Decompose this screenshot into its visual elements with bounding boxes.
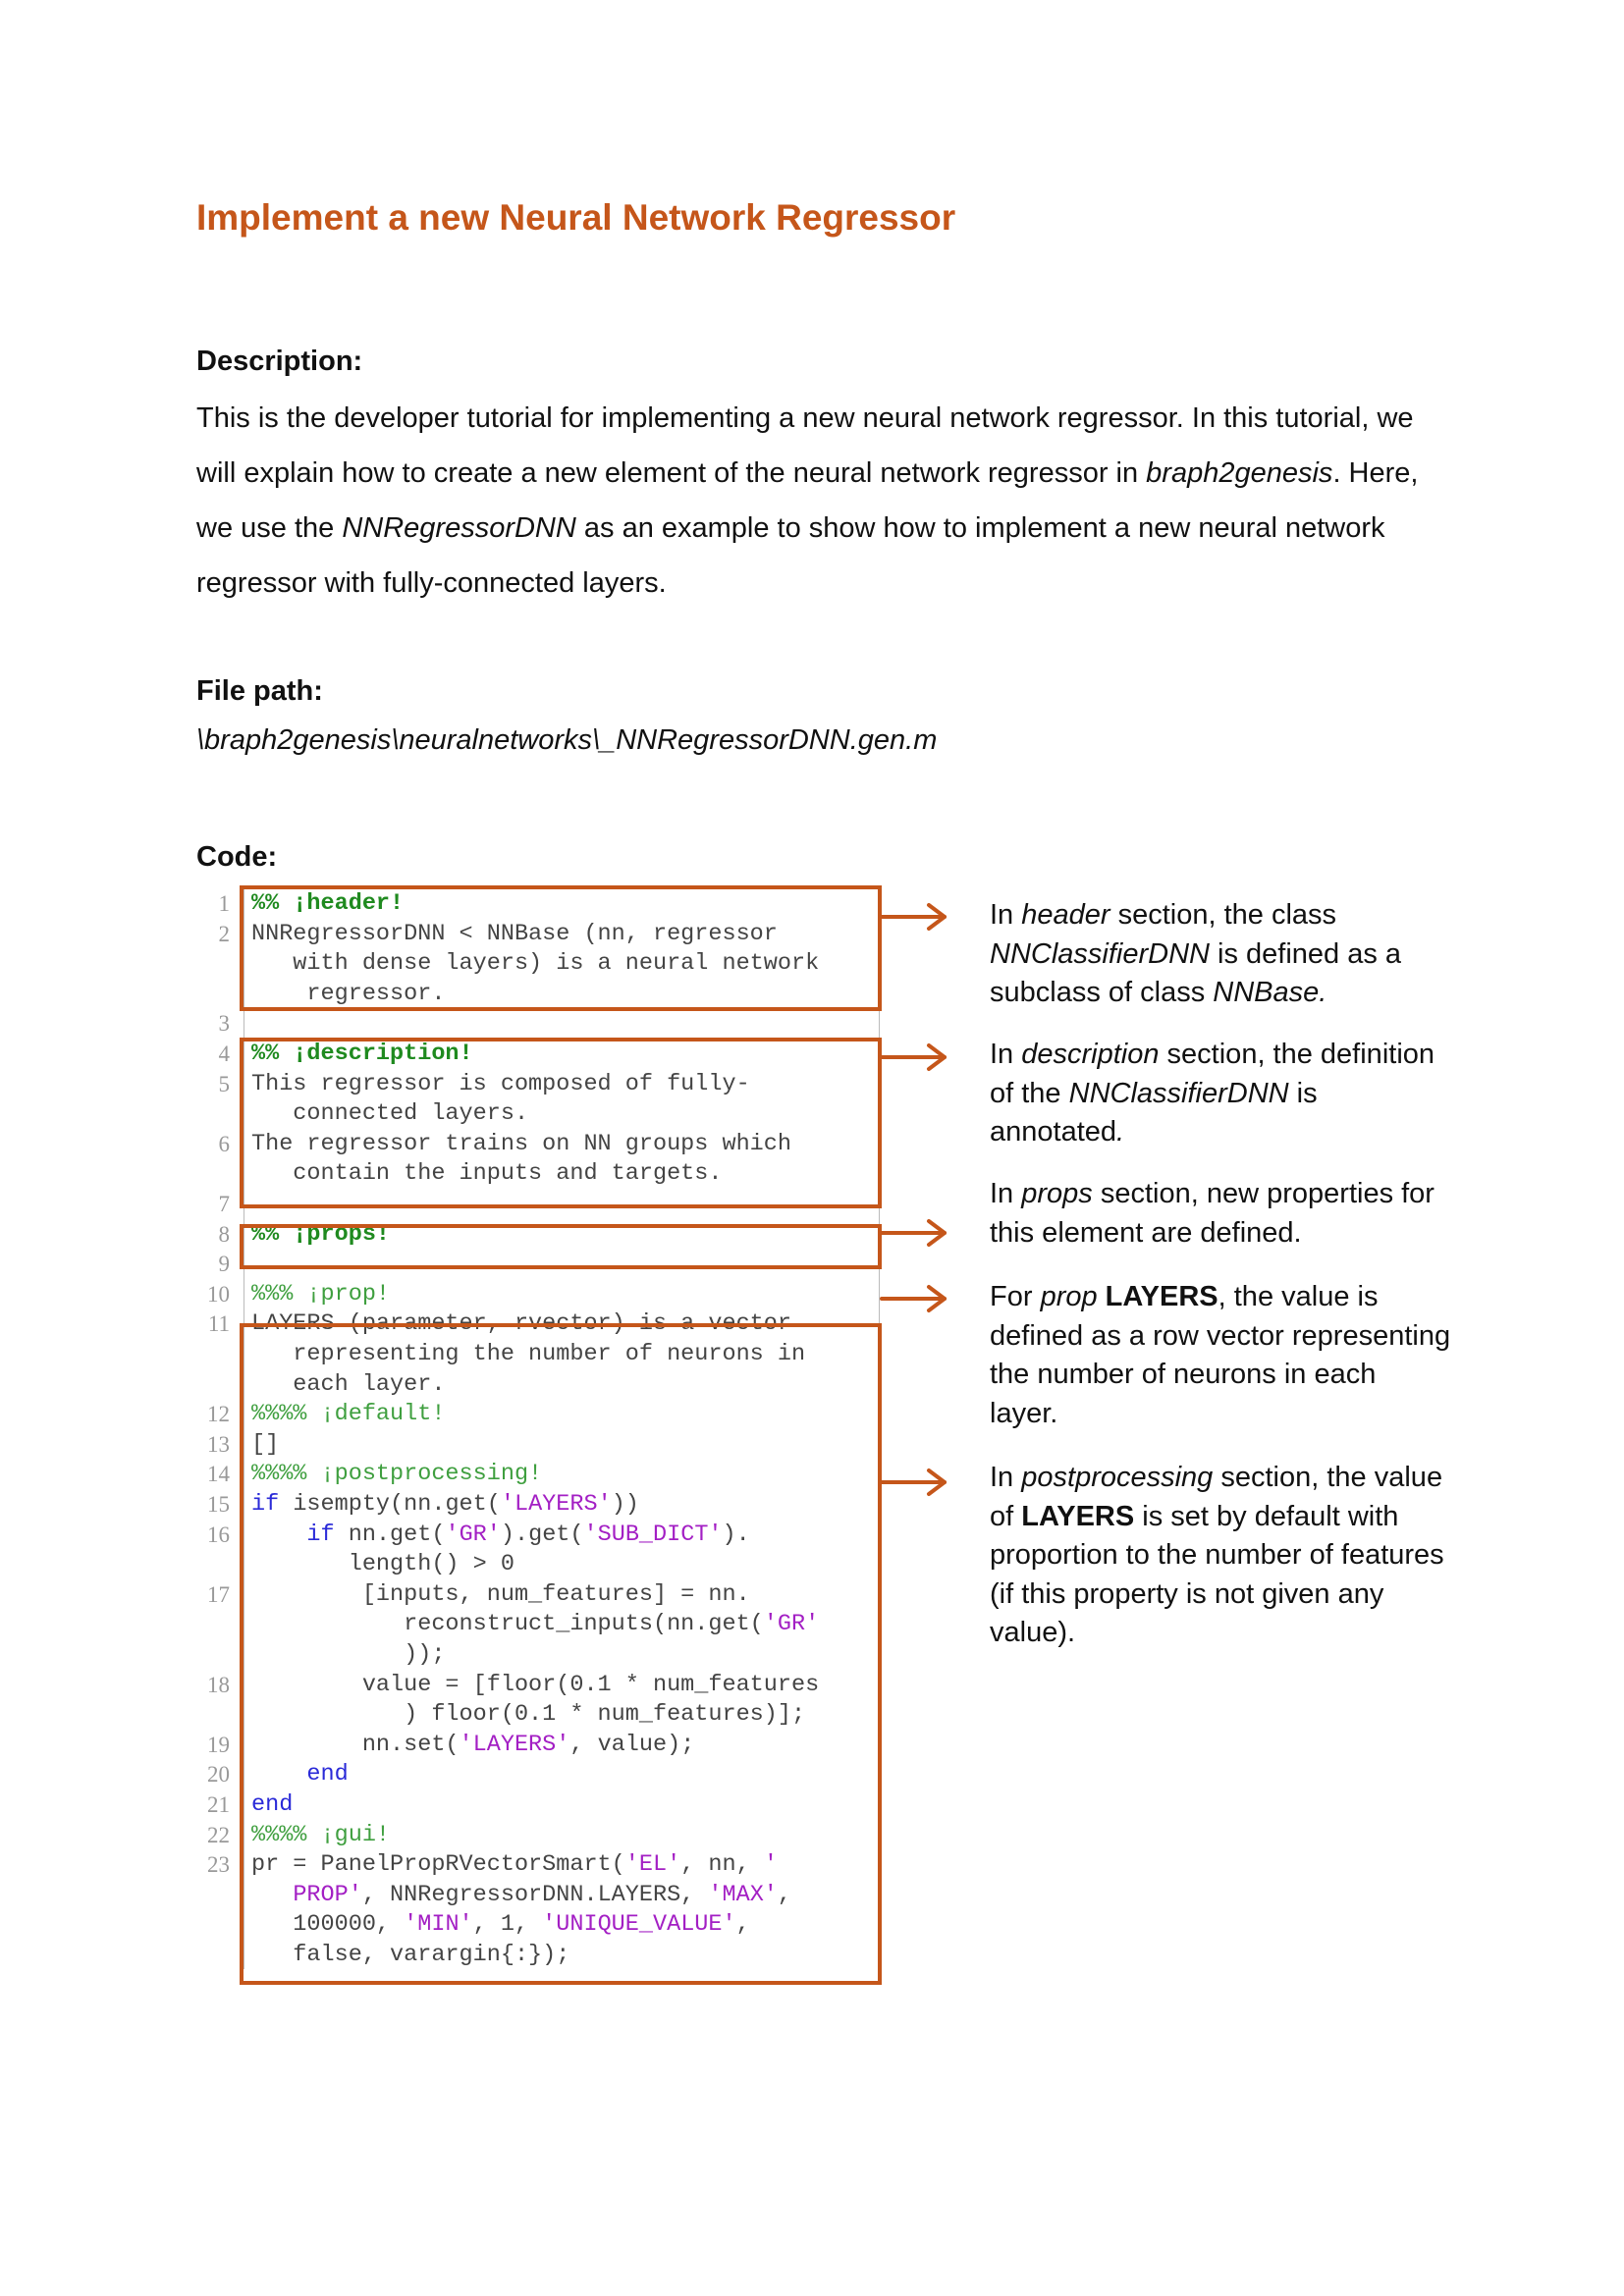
code-token: end: [251, 1791, 294, 1818]
code-token: false, varargin{:});: [251, 1942, 570, 1968]
line-number: 17: [207, 1581, 230, 1607]
annotation-segment: In: [990, 899, 1022, 931]
code-token: ,: [735, 1911, 750, 1939]
code-token: each layer.: [251, 1370, 446, 1398]
code-token: [inputs, num_features] = nn.: [251, 1580, 750, 1608]
code-token: ) floor(0.1 * num_features)];: [251, 1701, 806, 1729]
annotation-segment: section, the value of: [990, 1462, 1443, 1532]
annotation-segment: In: [990, 1462, 1022, 1493]
annotation-segment: postprocessing: [1021, 1462, 1214, 1493]
arrow-props: [882, 1221, 945, 1245]
code-token: %% ¡header!: [251, 890, 405, 917]
annotation-segment: In: [990, 1178, 1022, 1209]
code-token: 'LAYERS': [459, 1731, 570, 1758]
annotation-segment: is defined as a subclass of class: [990, 937, 1402, 1008]
code-token: connected layers.: [251, 1100, 529, 1128]
line-number: 6: [218, 1131, 230, 1156]
file-path-value: \braph2genesis\neuralnetworks\_NNRegressorDNN.gen.m: [196, 724, 938, 756]
arrow-postprocessing: [882, 1470, 945, 1494]
line-number: 1: [218, 891, 230, 916]
code-token: , nn,: [680, 1851, 764, 1879]
line-number: 21: [207, 1792, 230, 1817]
code-token: 'LAYERS': [500, 1491, 612, 1518]
code-token: )): [611, 1491, 639, 1518]
code-token: with dense layers) is a neural network: [251, 950, 820, 978]
line-number: 19: [207, 1732, 230, 1757]
annotation-segment: header: [1021, 899, 1110, 931]
annotation-segment: props: [1021, 1178, 1093, 1209]
code-token: value = [floor(0.1 * num_features: [251, 1671, 820, 1698]
annotation-segment: description: [1021, 1039, 1160, 1070]
annotation-description: [990, 1036, 1451, 1152]
code-token: 'MIN': [404, 1911, 473, 1939]
line-number: 12: [207, 1402, 230, 1427]
code-token: 'SUB_DICT': [583, 1521, 723, 1548]
arrow-header: [882, 905, 945, 929]
code-token: nn.get(: [334, 1521, 446, 1548]
code-token: isempty(nn.get(: [279, 1491, 501, 1518]
annotation-segment: section, new properties for this element are defined.: [990, 1178, 1435, 1249]
description-label: Description:: [196, 346, 363, 377]
code-token: 'UNIQUE_VALUE': [542, 1911, 736, 1939]
code-token: 'GR': [445, 1521, 501, 1548]
annotation-props: [990, 1175, 1451, 1253]
annotation-segment: For: [990, 1281, 1041, 1312]
code-token: ).: [722, 1521, 750, 1548]
annotation-segment: .: [1116, 1116, 1125, 1148]
code-token: NNRegressorDNN < NNBase (nn, regressor: [251, 920, 778, 947]
line-number: 14: [207, 1462, 230, 1487]
annotation-header: [990, 896, 1451, 1013]
line-number: 9: [218, 1252, 230, 1277]
line-number: 10: [207, 1281, 230, 1307]
header-box: [240, 885, 882, 1011]
description-part-1: This is the developer tutorial for implementing a new neural network regressor. In this tutorial, we will explain how to create a new element of the neural network regressor in: [196, 402, 1414, 489]
line-number: 11: [207, 1311, 230, 1337]
code-token: %%%% ¡postprocessing!: [251, 1461, 543, 1488]
code-line: [196, 1280, 884, 1310]
code-token: LAYERS (parameter, rvector) is a vector: [251, 1310, 791, 1338]
code-token: 'EL': [624, 1851, 681, 1879]
code-token: , 1,: [472, 1911, 543, 1939]
code-token: end: [306, 1761, 349, 1789]
code-token: %% ¡props!: [251, 1220, 391, 1248]
line-number: 13: [207, 1431, 230, 1457]
code-token: ));: [251, 1641, 446, 1668]
annotation-segment: section, the definition of the: [990, 1039, 1435, 1109]
arrow-description: [882, 1045, 945, 1069]
code-token: ).get(: [500, 1521, 584, 1548]
annotation-segment: prop: [1040, 1281, 1098, 1312]
line-number: 16: [207, 1522, 230, 1547]
description-part-2: . Here, we use the: [196, 457, 1419, 544]
description-text: [196, 391, 1424, 611]
code-token: The regressor trains on NN groups which: [251, 1130, 791, 1157]
code-token: %%%% ¡default!: [251, 1401, 446, 1428]
prop-layers-box: [240, 1323, 882, 1985]
code-token: contain the inputs and targets.: [251, 1160, 723, 1188]
code-token: %%%% ¡gui!: [251, 1821, 391, 1848]
annotation-segment: In: [990, 1039, 1022, 1070]
description-emphasis-2: NNRegressorDNN: [342, 512, 576, 544]
arrow-prop: [882, 1287, 945, 1310]
line-number: 4: [218, 1041, 230, 1066]
line-number: 18: [207, 1672, 230, 1697]
line-number: 15: [207, 1492, 230, 1517]
description-emphasis-1: braph2genesis: [1146, 457, 1333, 489]
code-label: Code:: [196, 841, 278, 873]
code-token: , value);: [569, 1731, 695, 1758]
line-number: 3: [218, 1011, 230, 1037]
line-number: 22: [207, 1822, 230, 1847]
code-token: ': [763, 1851, 778, 1879]
line-number: 23: [207, 1852, 230, 1878]
code-token: PROP': [293, 1881, 362, 1908]
code-token: []: [251, 1430, 280, 1458]
annotation-segment: LAYERS: [1105, 1281, 1218, 1312]
annotation-segment: section, the class: [1110, 899, 1337, 931]
code-token: This regressor is composed of fully-: [251, 1070, 750, 1097]
annotation-segment: is set by default with proportion to the number of features (if this property is not given any value).: [990, 1500, 1444, 1648]
code-token: , NNRegressorDNN.LAYERS,: [361, 1881, 709, 1908]
code-token: 100000,: [251, 1911, 405, 1939]
code-token: 'GR': [763, 1611, 820, 1638]
page-title: Implement a new Neural Network Regressor: [196, 197, 956, 238]
annotation-postprocessing: [990, 1459, 1451, 1653]
line-number: 7: [218, 1192, 230, 1216]
file-path-label: File path:: [196, 675, 323, 707]
code-line: [196, 1009, 884, 1040]
props-box: [240, 1224, 882, 1269]
line-number: 20: [207, 1762, 230, 1788]
code-token: regressor.: [251, 980, 446, 1007]
annotation-prop-layers: [990, 1278, 1451, 1433]
line-number: 5: [218, 1071, 230, 1096]
code-token: 'MAX': [708, 1881, 778, 1908]
code-token: length() > 0: [251, 1551, 514, 1578]
code-token: %%% ¡prop!: [251, 1280, 391, 1308]
code-token: %% ¡description!: [251, 1041, 473, 1067]
annotation-segment: , the value is defined as a row vector representing the number of neurons in each layer.: [990, 1281, 1451, 1429]
annotation-segment: LAYERS: [1021, 1500, 1135, 1532]
code-token: if: [306, 1521, 335, 1548]
annotation-segment: [1098, 1281, 1106, 1312]
description-box: [240, 1038, 882, 1208]
code-token: ,: [777, 1881, 792, 1908]
code-text: [251, 1280, 390, 1310]
code-token: representing the number of neurons in: [251, 1341, 806, 1367]
annotation-segment: NNBase.: [1213, 977, 1327, 1008]
code-token: nn.set(: [251, 1731, 460, 1758]
line-number: 2: [218, 921, 230, 946]
code-token: if: [251, 1491, 280, 1518]
code-token: pr = PanelPropRVectorSmart(: [251, 1851, 625, 1879]
line-number: 8: [218, 1221, 230, 1247]
annotation-segment: is annotated: [990, 1077, 1318, 1148]
description-part-3: as an example to show how to implement a new neural network regressor with fully-connected layers.: [196, 512, 1385, 599]
code-token: reconstruct_inputs(nn.get(: [251, 1611, 764, 1638]
annotation-segment: NNClassifierDNN: [990, 937, 1210, 970]
annotation-segment: NNClassifierDNN: [1068, 1077, 1289, 1109]
